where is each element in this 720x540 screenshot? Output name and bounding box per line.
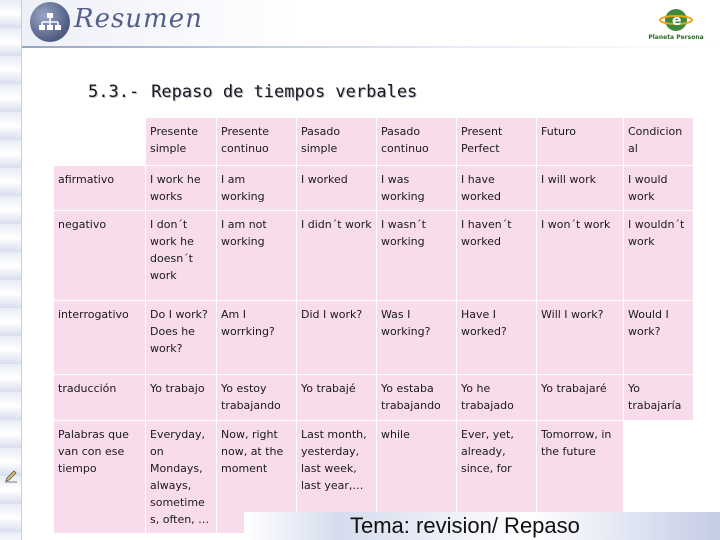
table-cell: Yo trabajaré xyxy=(537,375,624,421)
pencil-icon xyxy=(4,468,18,482)
column-header: Present Perfect xyxy=(457,118,537,166)
table-cell: I won´t work xyxy=(537,211,624,301)
table-cell: I didn´t work xyxy=(297,211,377,301)
table-cell: I haven´t worked xyxy=(457,211,537,301)
table-cell: Was I working? xyxy=(377,301,457,375)
table-cell: Would I work? xyxy=(624,301,694,375)
table-cell: I am working xyxy=(217,166,297,211)
table-cell: Did I work? xyxy=(297,301,377,375)
table-cell: I would work xyxy=(624,166,694,211)
table-cell: Will I work? xyxy=(537,301,624,375)
table-cell: while xyxy=(377,421,457,534)
header-title: Resumen xyxy=(74,4,203,34)
table-cell: Am I worrking? xyxy=(217,301,297,375)
column-header: Condicion al xyxy=(624,118,694,166)
footer-title: Tema: revision/ Repaso xyxy=(350,513,580,538)
verb-tenses-table xyxy=(54,118,714,534)
row-header: Palabras que van con ese tiempo xyxy=(54,421,146,534)
table-cell: Yo estaba trabajando xyxy=(377,375,457,421)
section-number: 5.3.- xyxy=(88,82,140,102)
table-cell: Everyday, on Mondays, always, sometime s, often, … xyxy=(146,421,217,534)
table-cell: I have worked xyxy=(457,166,537,211)
table-cell: Yo trabajo xyxy=(146,375,217,421)
table-cell: Yo estoy trabajando xyxy=(217,375,297,421)
row-header: afirmativo xyxy=(54,166,146,211)
section-title xyxy=(88,82,417,102)
table-cell: I work he works xyxy=(146,166,217,211)
table-cell: I wasn´t working xyxy=(377,211,457,301)
column-header: Presente simple xyxy=(146,118,217,166)
planeta-logo-icon xyxy=(636,4,716,44)
row-header: interrogativo xyxy=(54,301,146,375)
table-cell: Ever, yet, already, since, for xyxy=(457,421,537,534)
table-cell: Now, right now, at the moment xyxy=(217,421,297,534)
table-cell: Do I work? Does he work? xyxy=(146,301,217,375)
table-cell: I am not working xyxy=(217,211,297,301)
table-cell: I will work xyxy=(537,166,624,211)
row-header: negativo xyxy=(54,211,146,301)
table-cell: Yo trabajé xyxy=(297,375,377,421)
table-cell: I don´t work he doesn´t work xyxy=(146,211,217,301)
table-cell: Yo trabajaría xyxy=(624,375,694,421)
column-header: Presente continuo xyxy=(217,118,297,166)
table-cell: I was working xyxy=(377,166,457,211)
table-cell: Tomorrow, in the future xyxy=(537,421,624,534)
table-cell: I wouldn´t work xyxy=(624,211,694,301)
column-header: Pasado simple xyxy=(297,118,377,166)
table-cell: Have I worked? xyxy=(457,301,537,375)
svg-text:e: e xyxy=(672,13,682,29)
table-corner xyxy=(54,118,146,166)
row-header: traducción xyxy=(54,375,146,421)
brand-logo-text: Planeta Persona xyxy=(648,34,704,41)
table-cell: Yo he trabajado xyxy=(457,375,537,421)
section-title-text: Repaso de tiempos verbales xyxy=(151,82,418,102)
left-decorative-stripe xyxy=(0,0,22,540)
sitemap-logo-icon xyxy=(30,2,70,42)
column-header: Pasado continuo xyxy=(377,118,457,166)
header-divider xyxy=(22,46,720,48)
table-cell: Last month, yesterday, last week, last year,… xyxy=(297,421,377,534)
table-cell: I worked xyxy=(297,166,377,211)
column-header: Futuro xyxy=(537,118,624,166)
